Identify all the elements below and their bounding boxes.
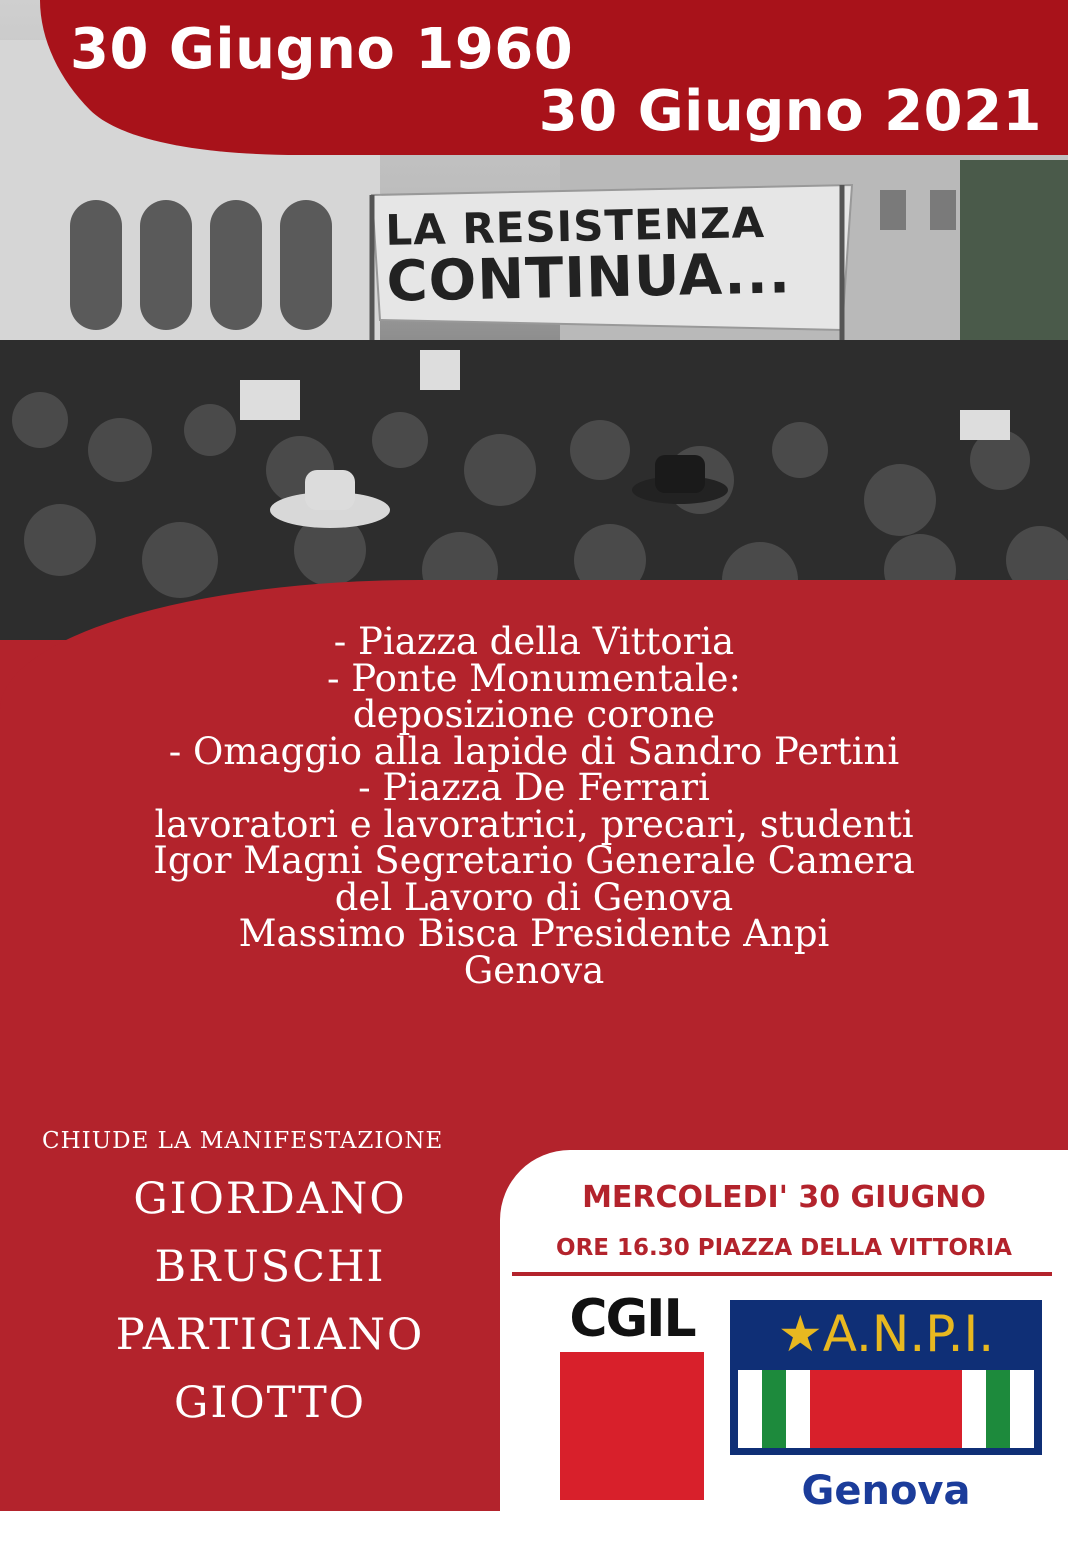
banner-text	[384, 195, 847, 315]
title-date-1960: 30 Giugno 1960	[70, 17, 574, 82]
cgil-logo-square	[560, 1352, 704, 1554]
anpi-logo-name: ★A.N.P.I.	[777, 1305, 995, 1363]
closing-name-line: GIOTTO	[174, 1378, 366, 1428]
program-line: del Lavoro di Genova	[334, 875, 734, 919]
divider	[512, 1272, 1052, 1276]
program-line: Genova	[463, 948, 605, 992]
cgil-logo-name: CGIL	[569, 1289, 695, 1349]
cgil-logo-city: GENOVA	[571, 1524, 693, 1554]
anpi-flag-stripes	[738, 1370, 1034, 1448]
program-line: Massimo Bisca Presidente Anpi	[238, 912, 830, 955]
closing-name-line: BRUSCHI	[154, 1242, 386, 1292]
anpi-logo	[730, 1300, 1042, 1514]
closing-speaker	[60, 1165, 480, 1437]
closing-label: CHIUDE LA MANIFESTAZIONE	[42, 1128, 444, 1154]
closing-name-line: GIORDANO	[133, 1174, 407, 1224]
banner-line-2: CONTINUA...	[385, 241, 792, 315]
event-time-place: ORE 16.30 PIAZZA DELLA VITTORIA	[556, 1235, 1012, 1261]
program-line: deposizione corone	[352, 693, 716, 736]
title-date-2021: 30 Giugno 2021	[538, 79, 1042, 144]
banner-line-1: LA RESISTENZA	[384, 197, 766, 255]
program-line: - Omaggio alla lapide di Sandro Pertini	[168, 729, 900, 773]
event-date: MERCOLEDI' 30 GIUGNO	[582, 1180, 986, 1215]
program-line: - Ponte Monumentale:	[326, 656, 742, 700]
event-info-box	[500, 1150, 1068, 1554]
anpi-logo-city: Genova	[801, 1468, 971, 1514]
closing-name-line: PARTIGIANO	[115, 1310, 425, 1360]
cgil-logo	[556, 1289, 708, 1554]
anpi-logo-box	[730, 1300, 1042, 1455]
program-line: - Piazza della Vittoria	[333, 620, 735, 663]
program-line: Igor Magni Segretario Generale Camera	[153, 839, 915, 882]
program-line: - Piazza De Ferrari	[358, 766, 710, 809]
program-line: lavoratori e lavoratrici, precari, studenti	[154, 802, 914, 846]
program-list	[20, 620, 1048, 992]
